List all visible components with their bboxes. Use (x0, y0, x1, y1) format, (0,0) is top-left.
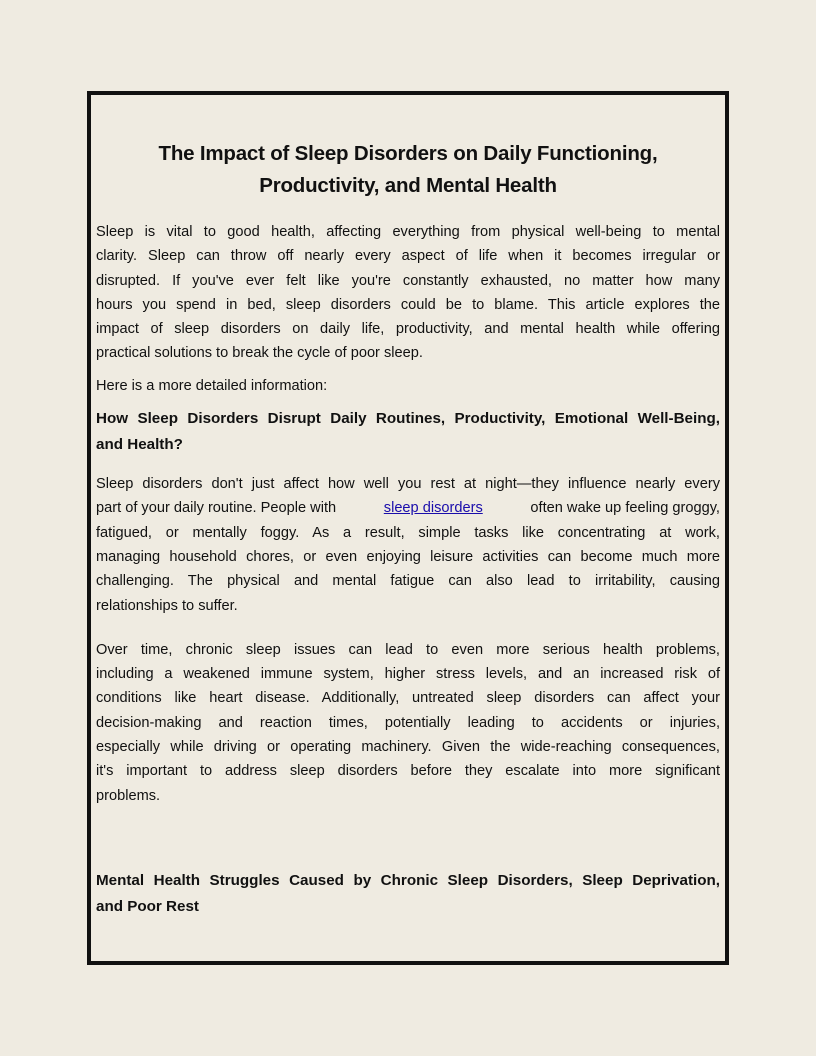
text-line-with-link (96, 496, 720, 520)
text-line: Here is a more detailed information: (96, 377, 328, 394)
text-line: problems. (96, 787, 161, 804)
text-line: fatigued, or mentally foggy. As a result, simple tasks like concentrating at work, (96, 524, 720, 541)
text-line: Over time, chronic sleep issues can lead to even more serious health problems, (96, 641, 720, 658)
title-line: Productivity, and Mental Health (259, 174, 557, 197)
sleep-disorders-link[interactable]: sleep disorders (383, 500, 483, 517)
spacer (96, 816, 720, 868)
heading-line: Mental Health Struggles Caused by Chronic Sleep Disorders, Sleep Deprivation, (96, 871, 720, 889)
intro-paragraph (96, 220, 720, 366)
spacer (96, 626, 720, 638)
text-segment: often wake up feeling groggy, (530, 500, 720, 517)
text-line: clarity. Sleep can throw off nearly every aspect of life when it becomes irregular or (96, 248, 720, 265)
text-line: managing household chores, or even enjoying leisure activities can become much more (96, 548, 720, 565)
text-line: relationships to suffer. (96, 597, 238, 614)
heading-line: and Health? (96, 436, 183, 454)
text-segment: part of your daily routine. People with (96, 500, 337, 517)
paragraph-daily-routines (96, 472, 720, 618)
text-line: disrupted. If you've ever felt like you're constantly exhausted, no matter how many (96, 272, 720, 289)
section-heading-mental-health (96, 868, 720, 920)
text-line: impact of sleep disorders on daily life, productivity, and mental health while offering (96, 321, 720, 338)
text-line: Sleep is vital to good health, affecting everything from physical well-being to mental (96, 224, 720, 240)
text-line: hours you spend in bed, sleep disorders could be to blame. This article explores the (96, 296, 720, 313)
text-line: especially while driving or operating machinery. Given the wide-reaching consequences, (96, 739, 720, 756)
paragraph-health-problems (96, 638, 720, 808)
more-info-paragraph (96, 374, 720, 398)
section-heading-daily-routines (96, 406, 720, 458)
heading-line: and Poor Rest (96, 897, 199, 915)
text-line: decision-making and reaction times, potentially leading to accidents or injuries, (96, 714, 720, 731)
text-line: including a weakened immune system, higher stress levels, and an increased risk of (96, 666, 720, 683)
text-line: challenging. The physical and mental fatigue can also lead to irritability, causing (96, 573, 720, 590)
heading-line: How Sleep Disorders Disrupt Daily Routines, Productivity, Emotional Well-Being, (96, 410, 720, 428)
document-body (96, 138, 720, 928)
title-line: The Impact of Sleep Disorders on Daily Functioning, (158, 142, 658, 165)
text-line: practical solutions to break the cycle of poor sleep. (96, 345, 423, 362)
text-line: it's important to address sleep disorders before they escalate into more significant (96, 763, 720, 780)
text-line: Sleep disorders don't just affect how well you rest at night—they influence nearly every (96, 476, 720, 493)
text-line: conditions like heart disease. Additionally, untreated sleep disorders can affect your (96, 690, 720, 707)
document-title (96, 138, 720, 202)
